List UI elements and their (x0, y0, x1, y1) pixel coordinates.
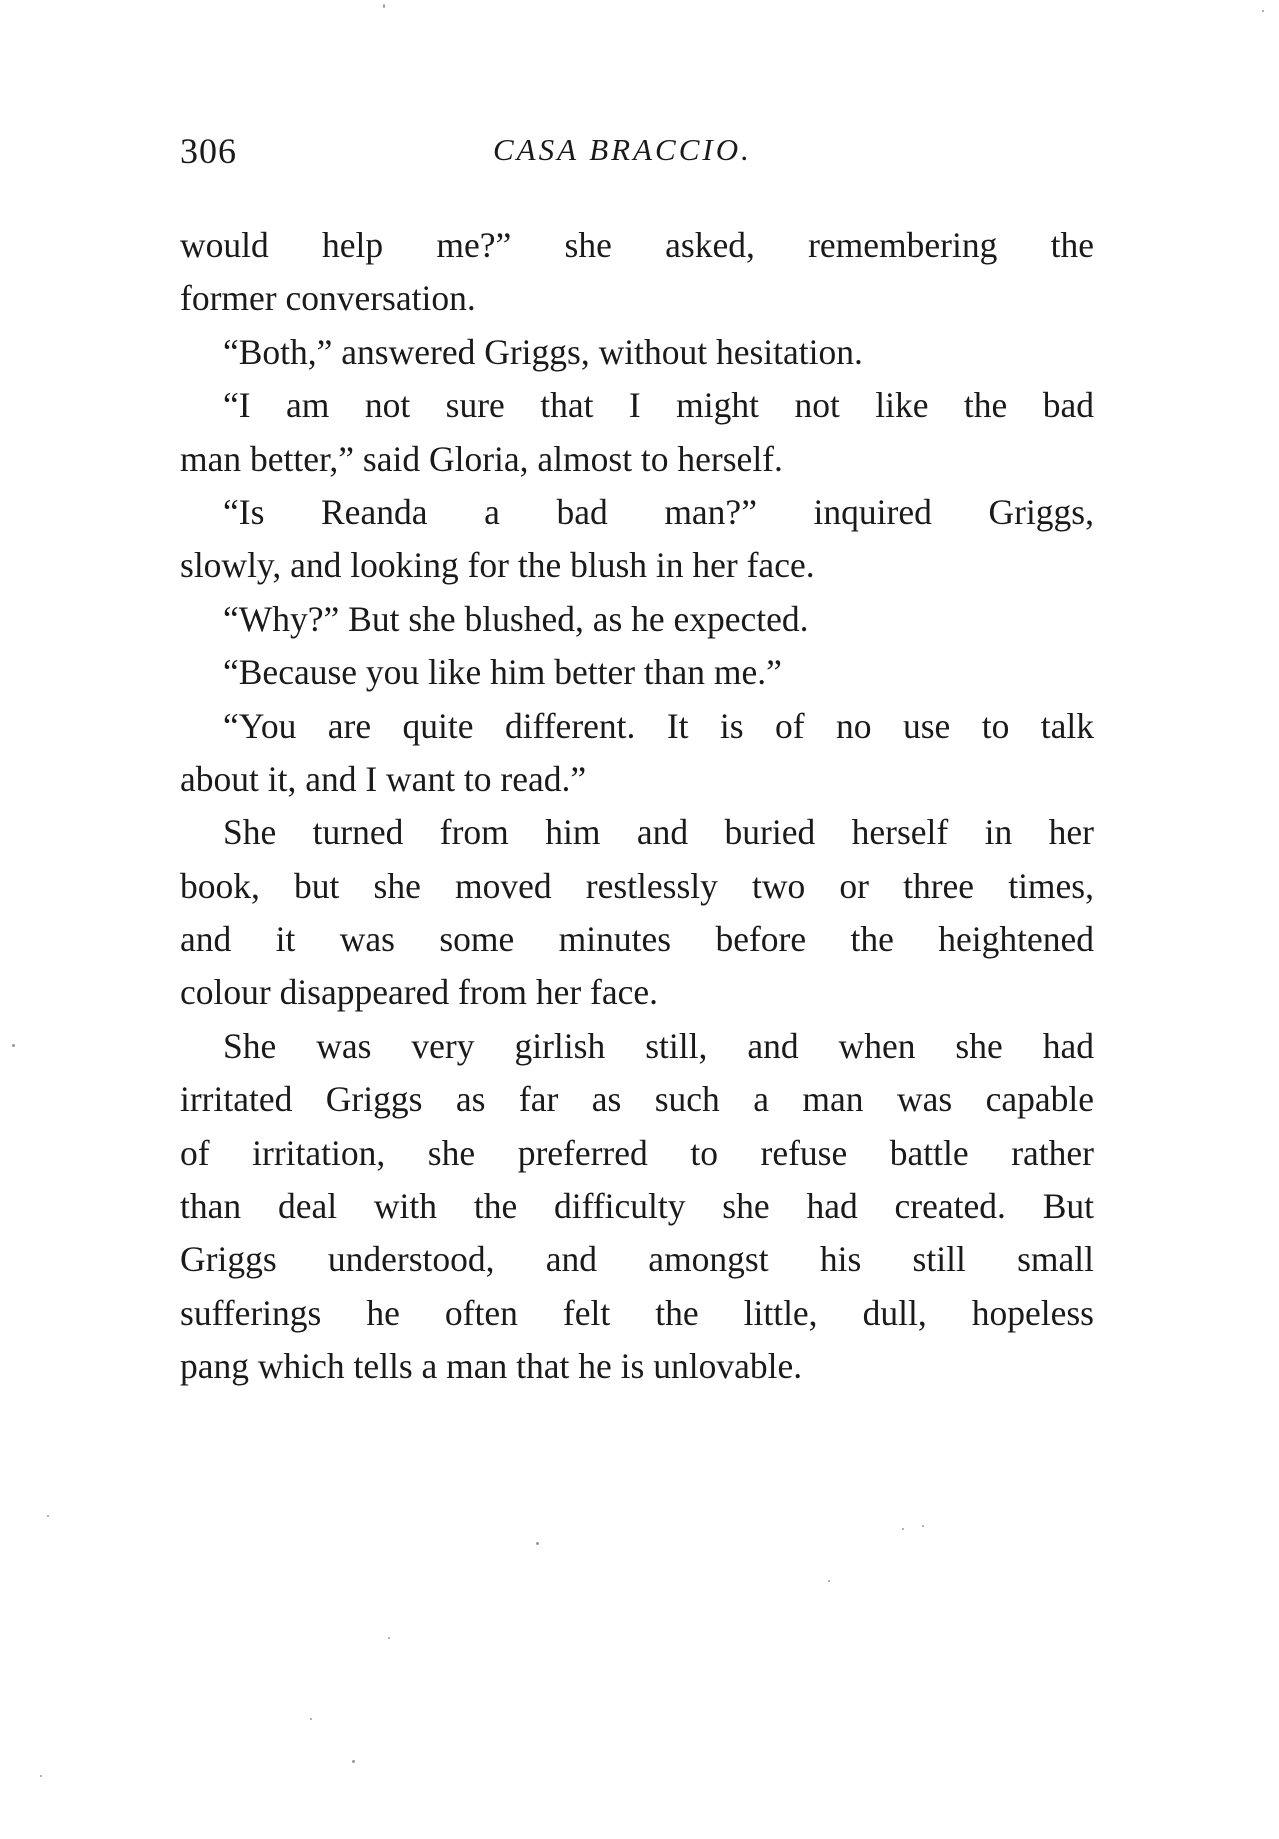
text-line: She was very girlish still, and when she had (223, 1025, 1094, 1066)
scan-speck (47, 1515, 49, 1517)
text-line: man better,” said Gloria, almost to herself. (180, 438, 783, 479)
scan-speck (388, 1637, 390, 1639)
page-header (180, 130, 1100, 180)
text-line: Griggs understood, and amongst his still small (180, 1239, 1094, 1280)
text-line: and it was some minutes before the heightened (180, 919, 1094, 960)
text-line: “Because you like him better than me.” (223, 652, 782, 693)
text-line: slowly, and looking for the blush in her face. (180, 545, 815, 586)
scan-speck (352, 1760, 355, 1763)
text-line: “I am not sure that I might not like the bad (223, 385, 1094, 426)
text-line: irritated Griggs as far as such a man was capable (180, 1079, 1094, 1120)
scan-speck (40, 1775, 42, 1777)
scan-speck (12, 1044, 15, 1047)
text-line: “Why?” But she blushed, as he expected. (223, 598, 809, 639)
text-line: pang which tells a man that he is unlovable. (180, 1346, 803, 1387)
text-line: would help me?” she asked, remembering the (180, 225, 1094, 265)
page-number: 306 (180, 131, 237, 171)
text-line: of irritation, she preferred to refuse battle rather (180, 1132, 1094, 1173)
scan-speck (922, 1525, 924, 1527)
body-text (180, 219, 1094, 1394)
scan-speck (1262, 10, 1264, 12)
text-line: colour disappeared from her face. (180, 972, 659, 1013)
scan-speck (383, 4, 385, 8)
text-line: former conversation. (180, 278, 476, 319)
scan-speck (902, 1528, 904, 1530)
text-line: than deal with the difficulty she had created. But (180, 1186, 1094, 1227)
text-line: “Both,” answered Griggs, without hesitation. (223, 331, 863, 372)
text-line: “You are quite different. It is of no use to talk (223, 705, 1094, 746)
running-title: CASA BRACCIO. (493, 132, 752, 167)
scan-speck (310, 1718, 312, 1720)
scan-speck (828, 1580, 830, 1582)
scan-speck (536, 1542, 539, 1545)
text-line: about it, and I want to read.” (180, 758, 587, 799)
text-line: sufferings he often felt the little, dull, hopeless (180, 1292, 1094, 1333)
text-line: book, but she moved restlessly two or three times, (180, 865, 1094, 906)
text-line: She turned from him and buried herself in her (223, 812, 1094, 853)
text-line: “Is Reanda a bad man?” inquired Griggs, (223, 491, 1094, 532)
